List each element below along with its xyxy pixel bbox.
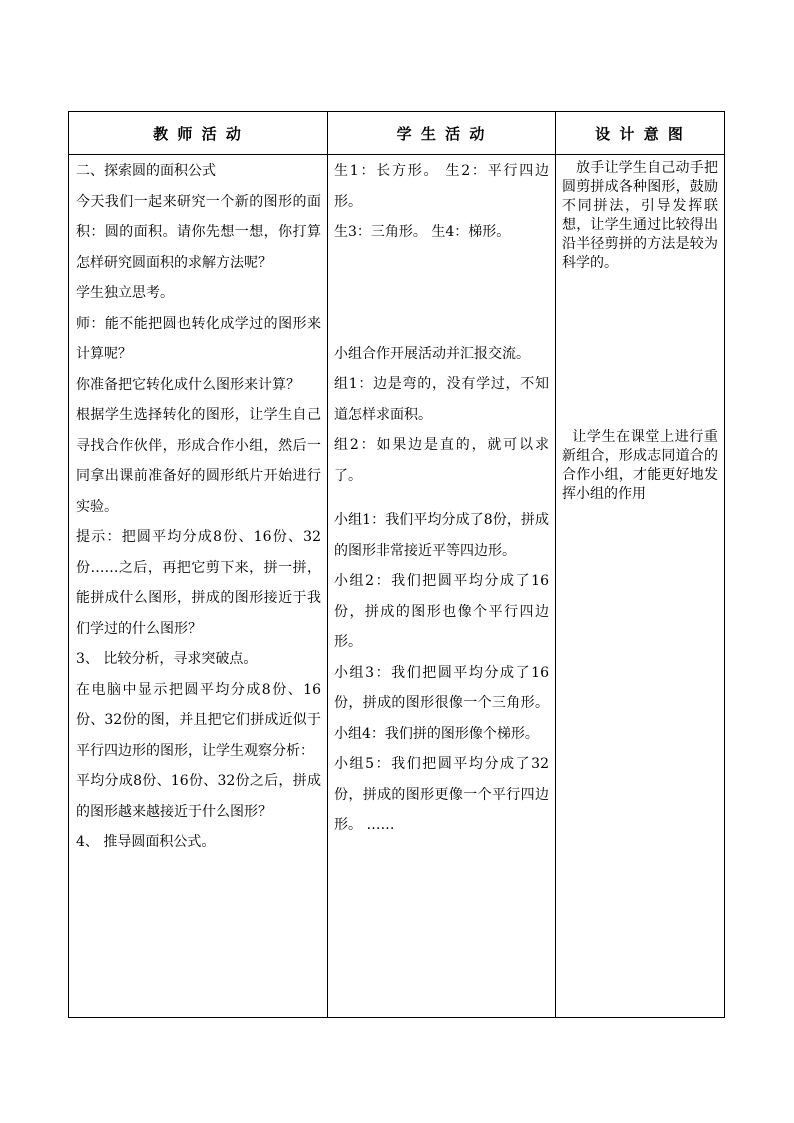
teacher-activity-cell — [69, 155, 328, 1018]
student-line: 生1：长方形。 生2：平行四边形。 — [334, 163, 549, 210]
design-intent-cell — [556, 155, 725, 1018]
teacher-line: 3、 比较分析，寻求突破点。 — [76, 651, 258, 667]
teacher-line: 平均分成8份、16份、32份之后，拼成的图形越来越接近于什么图形？ — [76, 773, 321, 820]
content-row — [69, 155, 725, 1018]
teacher-line: 提示：把圆平均分成8份、16份、32份……之后，再把它剪下来，拼一拼，能拼成什么图形，拼成的图形接近于我们学过的什么图形？ — [76, 529, 321, 637]
student-activity-cell — [328, 155, 556, 1018]
student-line: 组2：如果边是直的，就可以求了。 — [334, 437, 549, 484]
header-row — [69, 112, 725, 155]
student-line: 小组3：我们把圆平均分成了16份，拼成的图形很像一个三角形。 小组4：我们拼的图形像个梯形。 — [334, 664, 549, 742]
student-line: 组1：边是弯的，没有学过，不知道怎样求面积。 — [334, 376, 549, 423]
student-line: 小组1：我们平均分成了8份，拼成的图形非常接近平等四边形。 — [334, 512, 549, 559]
design-note: 放手让学生自己动手把圆剪拼成各种图形，鼓励不同拼法，引导发挥联想，让学生通过比较得出沿半径剪拼的方法是较为科学的。 — [562, 160, 718, 271]
header-student-activity: 学 生 活 动 — [328, 112, 556, 155]
student-line: 小组5：我们把圆平均分成了32份，拼成的图形更像一个平行四边形。 …… — [334, 756, 549, 833]
teacher-line: 在电脑中显示把圆平均分成8份、16份、32份的图，并且把它们拼成近似于平行四边形的图形，让学生观察分析： — [76, 681, 321, 759]
header-teacher-activity: 教 师 活 动 — [69, 112, 328, 155]
teacher-line: 你准备把它转化成什么图形来计算？ — [76, 376, 300, 393]
teacher-line: 4、 推导圆面积公式。 — [76, 834, 216, 850]
design-note: 让学生在课堂上进行重新组合，形成志同道合的合作小组，才能更好地发挥小组的作用 — [562, 429, 719, 502]
lesson-plan-table — [68, 111, 725, 1018]
teacher-line: 今天我们一起来研究一个新的图形的面积：圆的面积。请你先想一想，你打算怎样研究圆面积的求解方法呢？ — [76, 193, 321, 271]
student-line: 生3：三角形。 生4：梯形。 — [334, 224, 511, 240]
teacher-line: 师：能不能把圆也转化成学过的图形来计算呢？ — [76, 315, 321, 362]
teacher-line: 根据学生选择转化的图形，让学生自己寻找合作伙伴，形成合作小组，然后一同拿出课前准备好的圆形纸片开始进行实验。 — [76, 407, 321, 515]
teacher-line: 二、探索圆的面积公式 — [76, 163, 216, 179]
header-design-intent: 设 计 意 图 — [556, 112, 725, 155]
student-line: 小组合作开展活动并汇报交流。 — [334, 345, 530, 362]
student-line: 小组2：我们把圆平均分成了16份，拼成的图形也像个平行四边形。 — [334, 573, 549, 650]
teacher-line: 学生独立思考。 — [76, 285, 174, 301]
